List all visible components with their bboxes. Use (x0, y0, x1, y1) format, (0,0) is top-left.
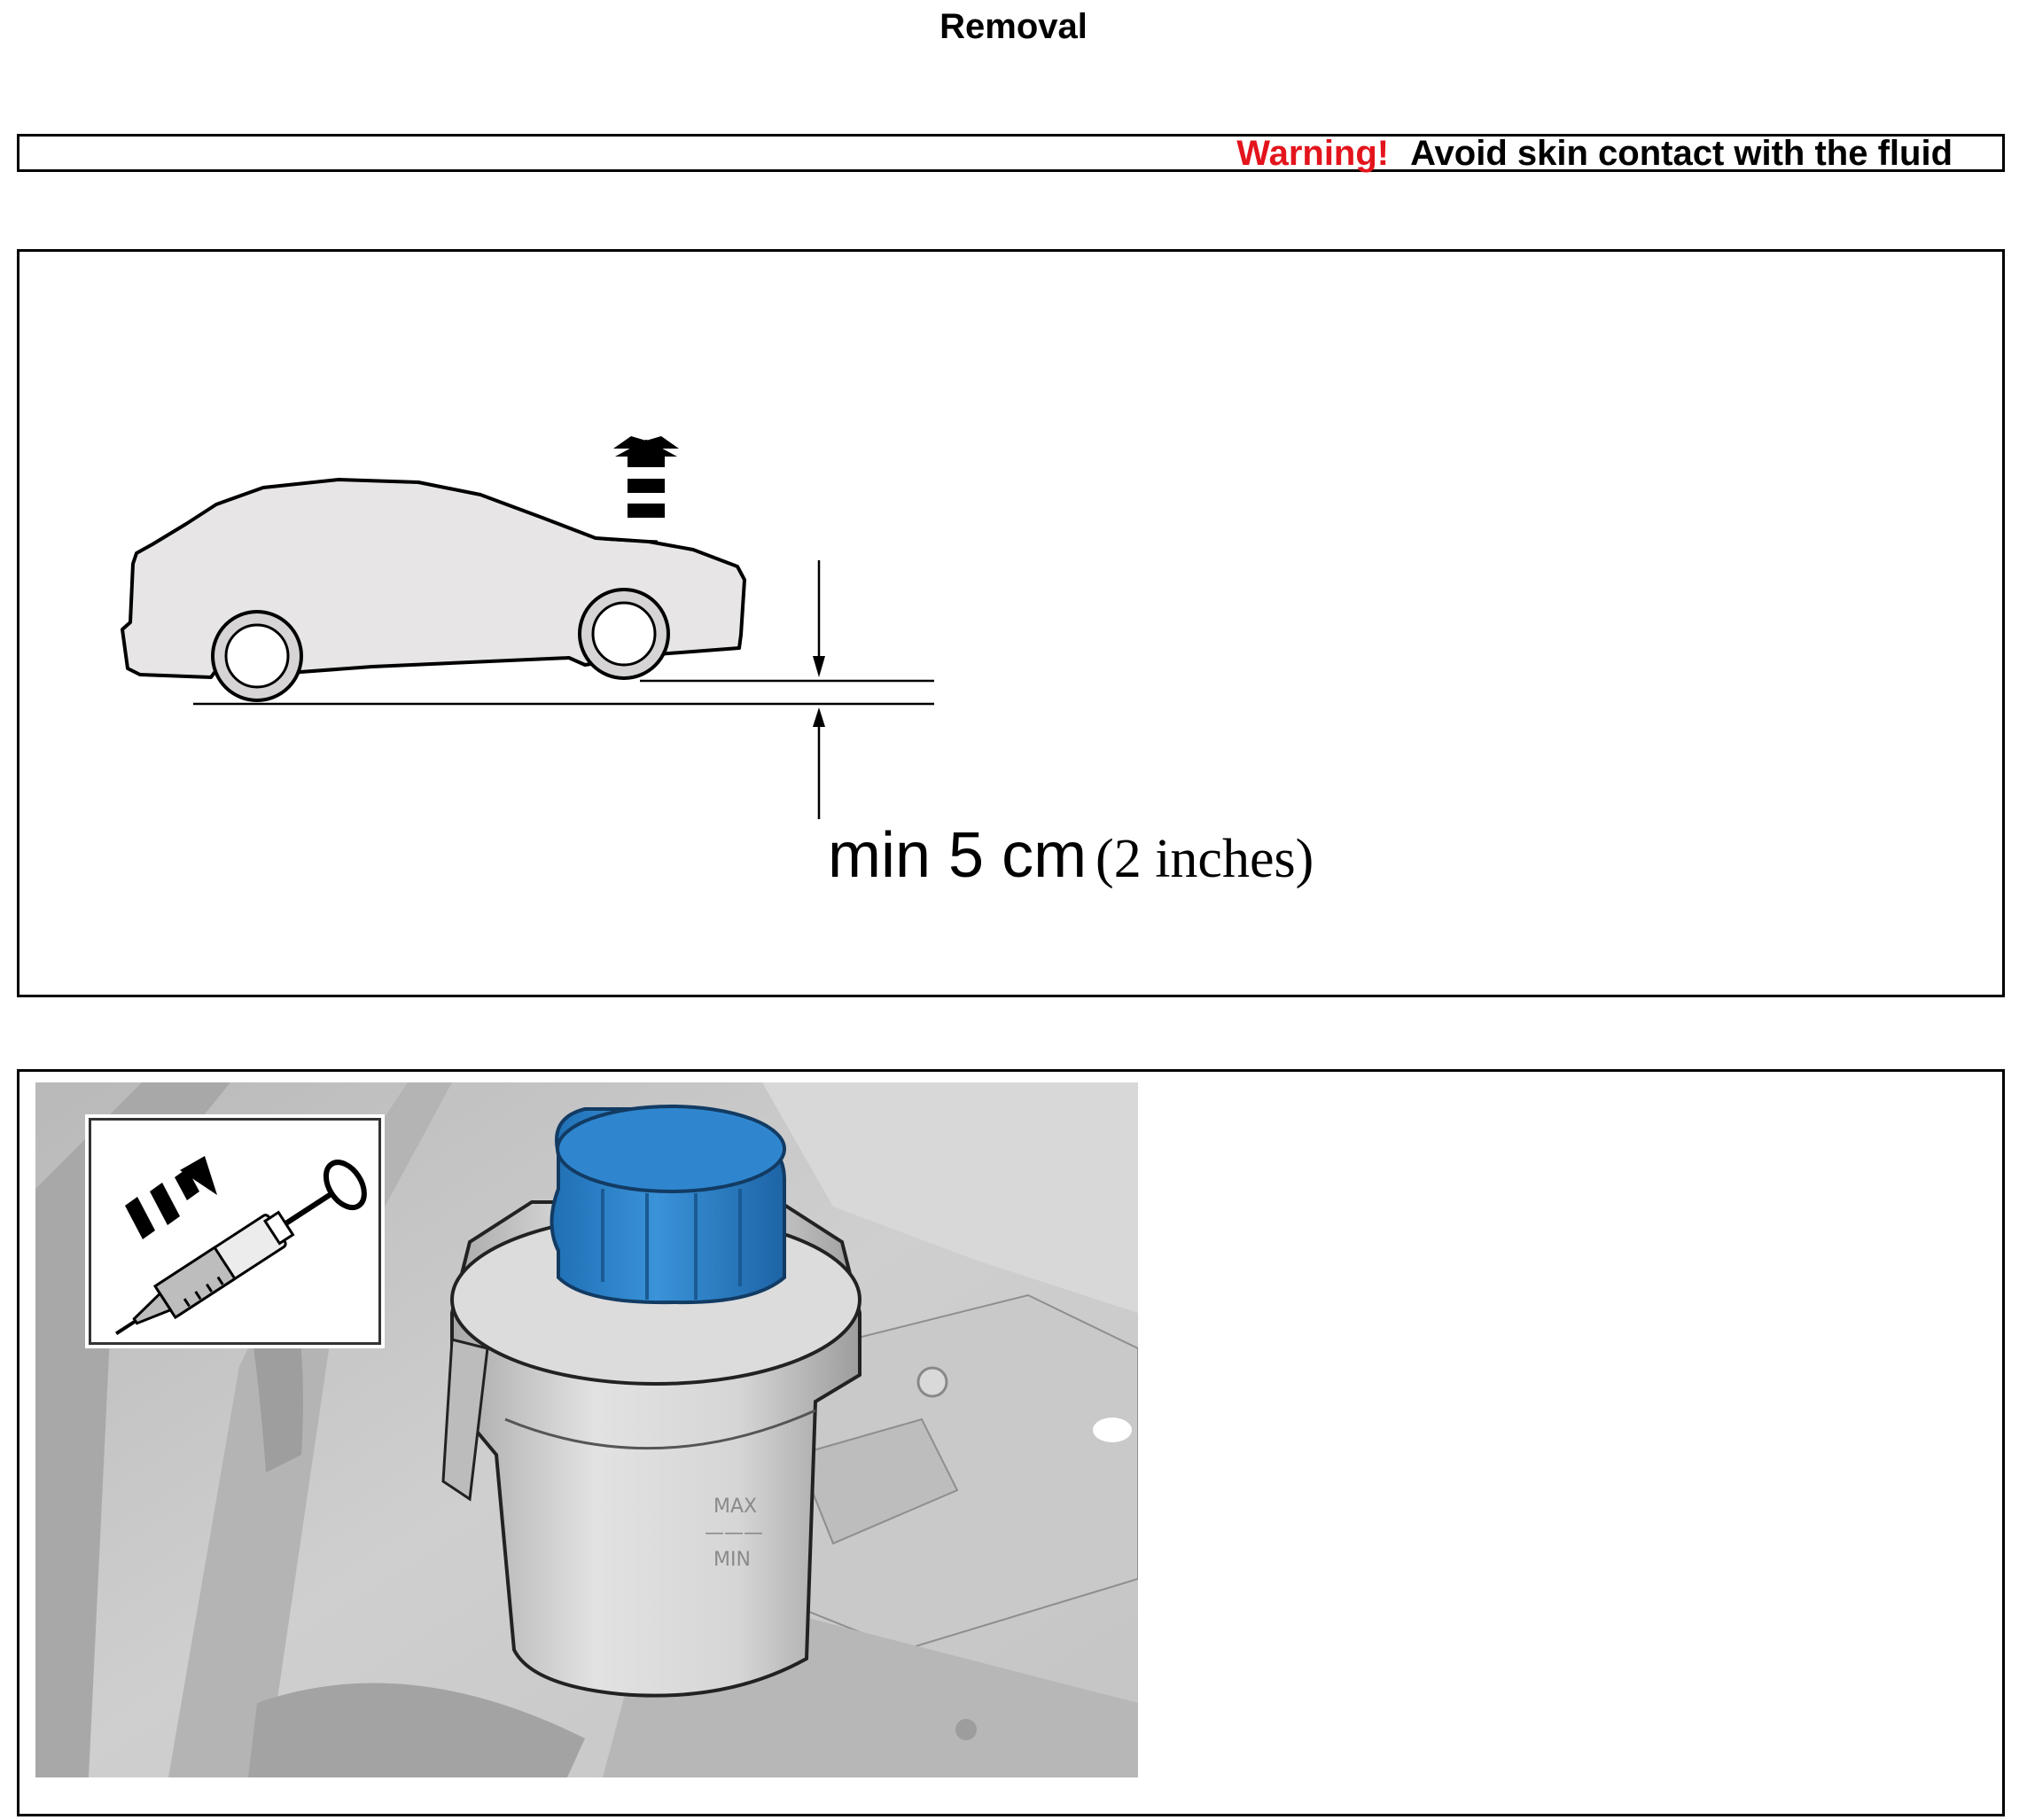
reservoir-cap (552, 1106, 785, 1302)
measurement-main: min 5 cm (828, 820, 1088, 891)
lift-illustration-panel (17, 249, 2005, 997)
warning-message: Avoid skin contact with the fluid (1410, 134, 1953, 173)
measurement-label (828, 819, 1314, 892)
svg-text:MIN: MIN (713, 1549, 751, 1571)
warning-label: Warning! (1236, 134, 1390, 173)
svg-text:MAX: MAX (713, 1496, 758, 1518)
reservoir-illustration-panel (17, 1069, 2005, 1816)
page-title: Removal (939, 7, 1088, 46)
warning-banner (17, 134, 2005, 172)
draw-out-arrow-icon (125, 1156, 217, 1239)
dimension-arrow-icon (813, 560, 825, 819)
svg-text:———: ——— (705, 1522, 763, 1544)
syringe-inset (89, 1118, 381, 1345)
syringe-icon (103, 1155, 372, 1342)
raise-arrow-icon (613, 436, 679, 518)
warning-text (1236, 134, 1953, 173)
measurement-sub: (2 inches) (1095, 829, 1314, 889)
